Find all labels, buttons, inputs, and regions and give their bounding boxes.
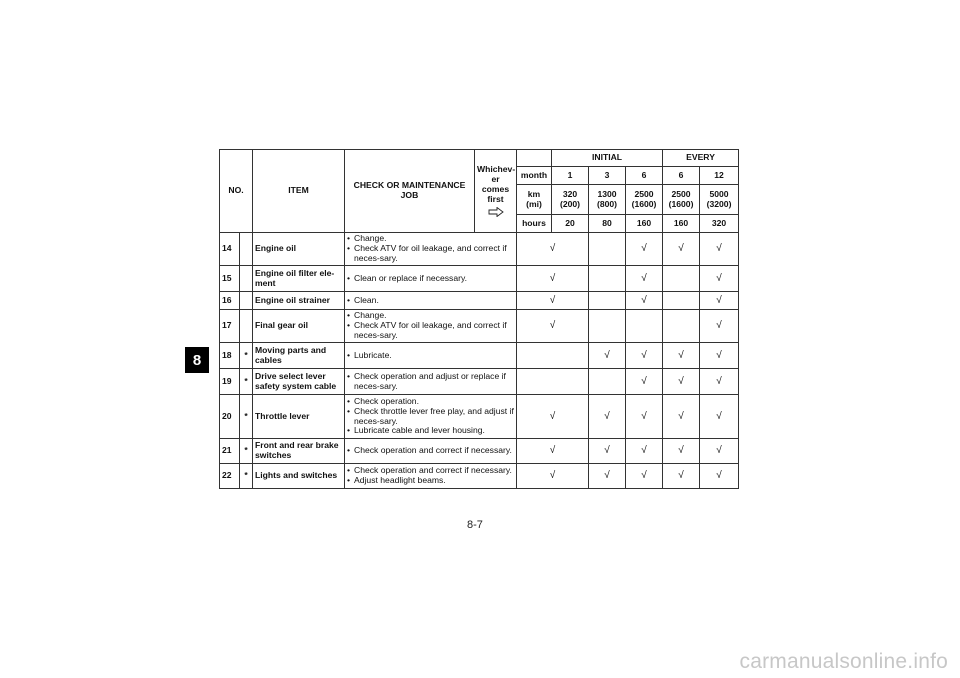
- bullet-icon: •: [347, 370, 351, 381]
- bullet-icon: •: [347, 465, 351, 476]
- checkmark-icon: √: [678, 470, 684, 482]
- whichever-label: Whichev-er comes first: [477, 164, 516, 204]
- header-job: CHECK OR MAINTENANCE JOB: [345, 150, 475, 233]
- job-cell: [345, 464, 517, 489]
- bullet-icon: •: [347, 405, 351, 416]
- job-item: [347, 372, 514, 392]
- checkmark-icon: √: [549, 243, 556, 255]
- bullet-icon: •: [347, 272, 351, 283]
- row-number: 16: [220, 292, 240, 310]
- header-whichever: [475, 150, 517, 233]
- bullet-icon: •: [347, 425, 351, 436]
- item-name: Front and rear brake switches: [253, 439, 345, 464]
- table-row: [220, 395, 739, 439]
- check-cell: [663, 395, 700, 439]
- job-cell: [345, 343, 517, 369]
- check-cell: [517, 343, 589, 369]
- checkmark-icon: √: [641, 375, 647, 387]
- bullet-icon: •: [347, 294, 351, 305]
- check-cell: [700, 464, 739, 489]
- checkmark-icon: √: [716, 320, 722, 332]
- table-row: [220, 266, 739, 292]
- checkmark-icon: √: [678, 375, 684, 387]
- checkmark-icon: √: [604, 349, 610, 361]
- row-number: 15: [220, 266, 240, 292]
- check-cell: [589, 310, 626, 343]
- checkmark-icon: √: [641, 349, 647, 361]
- check-cell: [663, 343, 700, 369]
- month-label: month: [517, 167, 552, 185]
- bullet-icon: •: [347, 445, 351, 456]
- hours-value-4: 320: [700, 215, 739, 233]
- item-name: Engine oil: [253, 233, 345, 266]
- check-cell: [700, 395, 739, 439]
- checkmark-icon: √: [604, 470, 610, 482]
- job-text: Clean or replace if necessary.: [354, 272, 468, 283]
- item-name: Engine oil filter ele-ment: [253, 266, 345, 292]
- km-value-2: 2500 (1600): [626, 185, 663, 215]
- checkmark-icon: √: [716, 445, 722, 457]
- checkmark-icon: √: [549, 445, 556, 457]
- asterisk-mark: [240, 233, 253, 266]
- job-text: Lubricate cable and lever housing.: [354, 425, 485, 436]
- job-text: Change.: [354, 233, 387, 244]
- check-cell: [663, 266, 700, 292]
- job-text: Check ATV for oil leakage, and correct if neces-sary.: [354, 243, 507, 263]
- hours-value-2: 160: [626, 215, 663, 233]
- bullet-icon: •: [347, 320, 351, 331]
- check-cell: [589, 266, 626, 292]
- check-cell: [700, 369, 739, 395]
- job-item: [347, 426, 514, 436]
- table-row: [220, 464, 739, 489]
- row-number: 20: [220, 395, 240, 439]
- watermark: carmanualsonline.info: [739, 650, 948, 673]
- checkmark-icon: √: [678, 243, 684, 255]
- checkmark-icon: √: [549, 294, 556, 306]
- month-value-3: 6: [663, 167, 700, 185]
- job-text: Adjust headlight beams.: [354, 475, 446, 485]
- checkmark-icon: √: [549, 320, 556, 332]
- checkmark-icon: √: [678, 445, 684, 457]
- row-number: 14: [220, 233, 240, 266]
- check-cell: [589, 464, 626, 489]
- check-cell: [589, 292, 626, 310]
- checkmark-icon: √: [716, 272, 722, 284]
- bullet-icon: •: [347, 349, 351, 360]
- job-text: Check operation and adjust or replace if neces-sary.: [354, 370, 506, 391]
- check-cell: [700, 439, 739, 464]
- item-name: Engine oil strainer: [253, 292, 345, 310]
- job-item: [347, 351, 514, 361]
- check-cell: [517, 464, 589, 489]
- checkmark-icon: √: [549, 470, 556, 482]
- header-item: ITEM: [253, 150, 345, 233]
- check-cell: [517, 395, 589, 439]
- check-cell: [626, 233, 663, 266]
- month-value-0: 1: [552, 167, 589, 185]
- chapter-tab: 8: [185, 347, 209, 373]
- item-name: Lights and switches: [253, 464, 345, 489]
- job-cell: [345, 310, 517, 343]
- table-row: [220, 369, 739, 395]
- check-cell: [517, 266, 589, 292]
- job-cell: [345, 439, 517, 464]
- row-number: 17: [220, 310, 240, 343]
- check-cell: [517, 292, 589, 310]
- check-cell: [663, 292, 700, 310]
- check-cell: [626, 292, 663, 310]
- job-text: Lubricate.: [354, 349, 392, 360]
- check-cell: [626, 369, 663, 395]
- checkmark-icon: √: [716, 375, 722, 387]
- asterisk-mark: *: [240, 439, 253, 464]
- check-cell: [589, 369, 626, 395]
- check-cell: [663, 439, 700, 464]
- job-item: [347, 446, 514, 456]
- row-number: 21: [220, 439, 240, 464]
- check-cell: [700, 266, 739, 292]
- check-cell: [663, 310, 700, 343]
- month-value-1: 3: [589, 167, 626, 185]
- check-cell: [663, 369, 700, 395]
- check-cell: [626, 266, 663, 292]
- bullet-icon: •: [347, 233, 351, 244]
- job-item: [347, 321, 514, 341]
- row-number: 19: [220, 369, 240, 395]
- km-value-3: 2500 (1600): [663, 185, 700, 215]
- hours-value-3: 160: [663, 215, 700, 233]
- checkmark-icon: √: [678, 410, 684, 422]
- hours-value-1: 80: [589, 215, 626, 233]
- check-cell: [626, 395, 663, 439]
- checkmark-icon: √: [641, 294, 647, 306]
- check-cell: [700, 233, 739, 266]
- job-item: [347, 407, 514, 427]
- table-row: [220, 343, 739, 369]
- item-name: Throttle lever: [253, 395, 345, 439]
- job-text: Check throttle lever free play, and adjust if neces-sary.: [354, 405, 514, 426]
- check-cell: [517, 439, 589, 464]
- bullet-icon: •: [347, 310, 351, 321]
- hours-label: hours: [517, 215, 552, 233]
- header-every: EVERY: [663, 150, 739, 167]
- job-text: Clean.: [354, 294, 379, 305]
- header-no: NO.: [220, 150, 253, 233]
- check-cell: [517, 310, 589, 343]
- job-cell: [345, 369, 517, 395]
- table-row: [220, 310, 739, 343]
- km-label: km (mi): [517, 185, 552, 215]
- check-cell: [626, 439, 663, 464]
- job-cell: [345, 233, 517, 266]
- check-cell: [589, 233, 626, 266]
- checkmark-icon: √: [716, 294, 722, 306]
- checkmark-icon: √: [716, 410, 722, 422]
- row-number: 18: [220, 343, 240, 369]
- km-value-0: 320 (200): [552, 185, 589, 215]
- checkmark-icon: √: [716, 349, 722, 361]
- asterisk-mark: [240, 292, 253, 310]
- header-spacer: [517, 150, 552, 167]
- check-cell: [589, 439, 626, 464]
- check-cell: [589, 343, 626, 369]
- bullet-icon: •: [347, 475, 351, 485]
- checkmark-icon: √: [549, 272, 556, 284]
- asterisk-mark: [240, 266, 253, 292]
- maintenance-table: [219, 149, 739, 489]
- check-cell: [626, 464, 663, 489]
- table-row: [220, 233, 739, 266]
- check-cell: [700, 292, 739, 310]
- job-cell: [345, 266, 517, 292]
- row-number: 22: [220, 464, 240, 489]
- checkmark-icon: √: [549, 410, 556, 422]
- table-row: [220, 439, 739, 464]
- job-text: Check ATV for oil leakage, and correct if neces-sary.: [354, 320, 507, 340]
- km-value-4: 5000 (3200): [700, 185, 739, 215]
- check-cell: [700, 343, 739, 369]
- check-cell: [626, 310, 663, 343]
- km-value-1: 1300 (800): [589, 185, 626, 215]
- month-value-2: 6: [626, 167, 663, 185]
- check-cell: [626, 343, 663, 369]
- job-text: Check operation.: [354, 395, 419, 406]
- checkmark-icon: √: [641, 243, 647, 255]
- job-item: [347, 476, 514, 486]
- check-cell: [700, 310, 739, 343]
- hours-value-0: 20: [552, 215, 589, 233]
- table-row: [220, 292, 739, 310]
- checkmark-icon: √: [641, 272, 647, 284]
- job-text: Check operation and correct if necessary.: [354, 445, 512, 456]
- asterisk-mark: *: [240, 395, 253, 439]
- job-item: [347, 296, 514, 306]
- checkmark-icon: √: [678, 349, 684, 361]
- page-number: 8-7: [467, 519, 483, 531]
- checkmark-icon: √: [641, 445, 647, 457]
- checkmark-icon: √: [641, 410, 647, 422]
- asterisk-mark: *: [240, 343, 253, 369]
- job-text: Change.: [354, 310, 387, 321]
- checkmark-icon: √: [604, 410, 610, 422]
- item-name: Moving parts and cables: [253, 343, 345, 369]
- job-text: Check operation and correct if necessary.: [354, 465, 512, 476]
- bullet-icon: •: [347, 243, 351, 254]
- bullet-icon: •: [347, 395, 351, 406]
- asterisk-mark: *: [240, 369, 253, 395]
- asterisk-mark: *: [240, 464, 253, 489]
- header-initial: INITIAL: [552, 150, 663, 167]
- arrow-right-icon: [488, 207, 504, 217]
- checkmark-icon: √: [604, 445, 610, 457]
- check-cell: [663, 464, 700, 489]
- checkmark-icon: √: [641, 470, 647, 482]
- check-cell: [517, 369, 589, 395]
- check-cell: [663, 233, 700, 266]
- month-value-4: 12: [700, 167, 739, 185]
- job-cell: [345, 292, 517, 310]
- job-cell: [345, 395, 517, 439]
- check-cell: [517, 233, 589, 266]
- checkmark-icon: √: [716, 243, 722, 255]
- item-name: Final gear oil: [253, 310, 345, 343]
- asterisk-mark: [240, 310, 253, 343]
- job-item: [347, 244, 514, 264]
- item-name: Drive select lever safety system cable: [253, 369, 345, 395]
- checkmark-icon: √: [716, 470, 722, 482]
- check-cell: [589, 395, 626, 439]
- job-item: [347, 274, 514, 284]
